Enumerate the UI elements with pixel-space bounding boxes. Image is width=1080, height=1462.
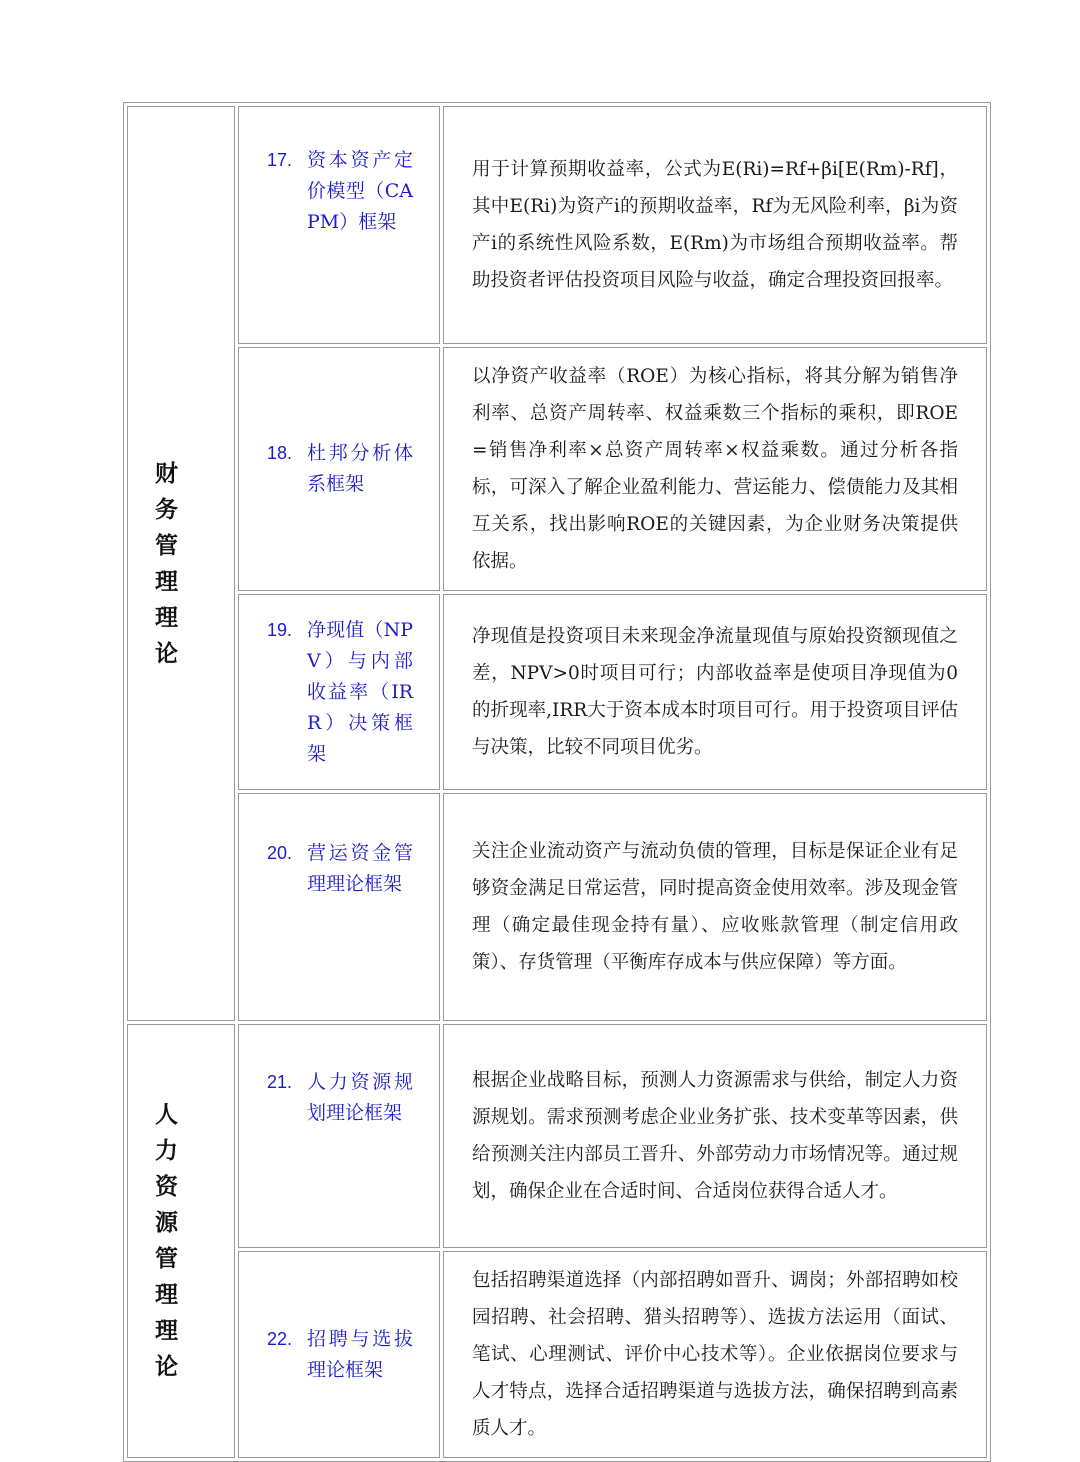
framework-description-cell	[443, 1251, 987, 1458]
category-cell-finance	[127, 106, 235, 1021]
table-row	[127, 347, 987, 591]
framework-description: 根据企业战略目标，预测人力资源需求与供给，制定人力资源规划。需求预测考虑企业业务扩张、技术变革等因素，供给预测关注内部员工晋升、外部劳动力市场情况等。通过规划，确保企业在合适时间、合适岗位获得合适人才。	[472, 1070, 958, 1202]
framework-description: 净现值是投资项目未来现金净流量现值与原始投资额现值之差，NPV>0时项目可行；内部收益率是使项目净现值为0的折现率,IRR大于资本成本时项目可行。用于投资项目评估与决策，比较不同项目优劣。	[472, 626, 958, 758]
table-row	[127, 1251, 987, 1458]
framework-name: 净现值（NPV）与内部收益率（IRR）决策框架	[307, 618, 413, 765]
framework-name-cell	[238, 106, 440, 344]
item-number: 20.	[267, 843, 293, 863]
item-number: 18.	[267, 443, 293, 463]
category-cell-hr	[127, 1024, 235, 1458]
framework-description-cell	[443, 594, 987, 790]
theory-framework-table	[123, 102, 991, 1462]
framework-name-cell	[238, 347, 440, 591]
item-number: 19.	[267, 619, 293, 640]
table-row	[127, 793, 987, 1021]
framework-name: 杜邦分析体系框架	[307, 442, 413, 495]
framework-description: 用于计算预期收益率，公式为E(Ri)=Rf+βi[E(Rm)-Rf]，其中E(Ri)为资产i的预期收益率，Rf为无风险利率，βi为资产i的系统性风险系数，E(Rm)为市场组合预期收益率。帮助投资者评估投资项目风险与收益，确定合理投资回报率。	[472, 159, 958, 291]
framework-description: 关注企业流动资产与流动负债的管理，目标是保证企业有足够资金满足日常运营，同时提高资金使用效率。涉及现金管理（确定最佳现金持有量）、应收账款管理（制定信用政策）、存货管理（平衡库存成本与供应保障）等方面。	[472, 841, 958, 973]
table-row	[127, 1024, 987, 1248]
item-number: 17.	[267, 150, 293, 170]
framework-name: 人力资源规划理论框架	[307, 1071, 413, 1124]
table-row	[127, 106, 987, 344]
framework-name: 招聘与选拔理论框架	[307, 1327, 413, 1381]
framework-description-cell	[443, 106, 987, 344]
framework-description-cell	[443, 793, 987, 1021]
item-number: 22.	[267, 1328, 293, 1349]
framework-name-cell	[238, 594, 440, 790]
category-label: 财务管理理论	[155, 459, 183, 667]
framework-name-cell	[238, 793, 440, 1021]
framework-description-cell	[443, 1024, 987, 1248]
framework-name-cell	[238, 1024, 440, 1248]
table-row	[127, 594, 987, 790]
framework-description: 包括招聘渠道选择（内部招聘如晋升、调岗；外部招聘如校园招聘、社会招聘、猎头招聘等）、选拔方法运用（面试、笔试、心理测试、评价中心技术等）。企业依据岗位要求与人才特点，选择合适招聘渠道与选拔方法，确保招聘到高素质人才。	[472, 1270, 958, 1439]
item-number: 21.	[267, 1072, 293, 1092]
framework-description: 以净资产收益率（ROE）为核心指标，将其分解为销售净利率、总资产周转率、权益乘数三个指标的乘积，即ROE =销售净利率×总资产周转率×权益乘数。通过分析各指标，可深入了解企业盈利能力、营运能力、偿债能力及其相互关系，找出影响ROE的关键因素，为企业财务决策提供依据。	[472, 366, 958, 572]
framework-name-cell	[238, 1251, 440, 1458]
category-label: 人力资源管理理论	[155, 1101, 183, 1380]
framework-name: 资本资产定价模型（CAPM）框架	[307, 149, 413, 233]
framework-description-cell	[443, 347, 987, 591]
framework-name: 营运资金管理理论框架	[307, 842, 413, 895]
